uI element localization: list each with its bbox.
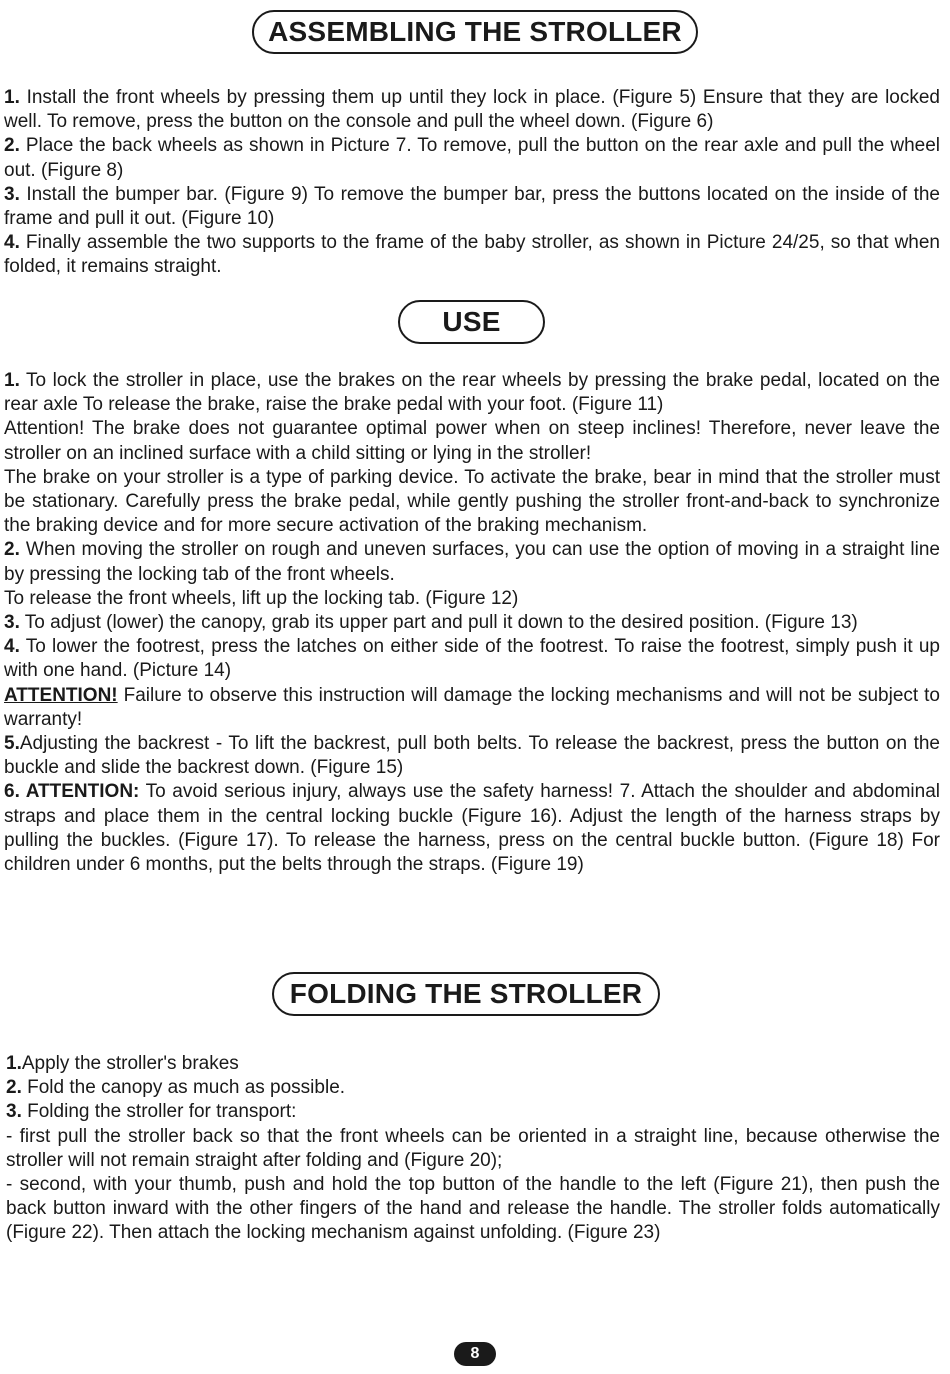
step-number: 5. [4, 733, 20, 755]
step-text: Install the front wheels by pressing them up until they lock in place. (Figure 5) Ensure that they are locked well. To remove, press the button on the console and pull the wheel down. (Figure 6) [4, 87, 940, 133]
step-text: Place the back wheels as shown in Picture 7. To remove, pull the button on the rear axle and pull the wheel out. (Figure 8) [4, 135, 940, 181]
step-text: To lock the stroller in place, use the brakes on the rear wheels by pressing the brake pedal, located on the rear axle To release the brake, raise the brake pedal with your foot. (Figure 11) [4, 370, 940, 416]
step-number: 4. [4, 636, 20, 658]
step-item [4, 369, 940, 417]
warranty-warning [4, 684, 940, 732]
step-item [6, 1076, 940, 1100]
warning-text: Failure to observe this instruction will damage the locking mechanisms and will not be subject to warranty! [4, 684, 940, 730]
step-text: To avoid serious injury, always use the safety harness! 7. Attach the shoulder and abdominal straps and place them in the central locking buckle (Figure 16). Adjust the length of the harness straps by pulling the buckles. (Figure 17). To release the harness, press on the central buckle button. (Figure 18) For children under 6 months, put the belts through the straps. (Figure 19) [4, 781, 940, 876]
step-text: Folding the stroller for transport: [21, 1101, 297, 1123]
folding-first-text: - first pull the stroller back so that the front wheels can be oriented in a straight line, because otherwise the stroller will not remain straight after folding and (Figure 20); [6, 1125, 940, 1171]
use-steps [4, 369, 940, 877]
section-title: USE [398, 300, 544, 344]
step-text: To lower the footrest, press the latches on either side of the footrest. To raise the footrest, simply push it up with one hand. (Picture 14) [4, 636, 940, 682]
step-item [4, 231, 940, 279]
step-item [6, 1052, 940, 1076]
step-item [4, 611, 940, 635]
page-number-badge: 8 [454, 1342, 496, 1366]
step-text: Finally assemble the two supports to the frame of the baby stroller, as shown in Picture 24/25, so that when folded, it remains straight. [4, 232, 940, 278]
step-text: Adjusting the backrest - To lift the backrest, pull both belts. To release the backrest, press the button on the buckle and slide the backrest down. (Figure 15) [4, 733, 940, 779]
step-text: Apply the stroller's brakes [21, 1053, 239, 1074]
section-heading-folding [0, 972, 950, 1016]
step-number: 2. [4, 135, 20, 157]
step-item [6, 1100, 940, 1124]
step-number: 2. [4, 539, 20, 561]
step-number: 1. [4, 87, 20, 108]
section-title: FOLDING THE STROLLER [272, 972, 660, 1016]
step-number: 2. [6, 1077, 22, 1099]
section-heading-assembling [0, 10, 950, 54]
step-number: 3. [4, 612, 20, 634]
step-number: 6. ATTENTION: [4, 781, 140, 803]
step-number: 1. [4, 370, 20, 391]
release-front-wheels-text: To release the front wheels, lift up the locking tab. (Figure 12) [4, 587, 519, 609]
step-text: Install the bumper bar. (Figure 9) To remove the bumper bar, press the buttons located on the inside of the frame and pull it out. (Figure 10) [4, 183, 940, 230]
step-item [4, 538, 940, 586]
section-heading-use [0, 300, 950, 344]
section-title: ASSEMBLING THE STROLLER [252, 10, 698, 54]
step-item [4, 134, 940, 182]
step-item [4, 732, 940, 780]
step-item [4, 86, 940, 134]
step-number: 4. [4, 232, 20, 254]
step-number: 1. [6, 1053, 22, 1074]
step-number: 3. [6, 1101, 22, 1123]
assembling-steps [4, 86, 940, 280]
step-item [4, 183, 940, 231]
step-text: Fold the canopy as much as possible. [21, 1077, 346, 1099]
folding-second-text: - second, with your thumb, push and hold the top button of the handle to the left (Figure 21), then push the back button inward with the other fingers of the hand and release the handle. The stroller folds automatically (Figure 22). Then attach the locking mechanism against unfolding. (Figure 23) [6, 1174, 940, 1244]
step-item [4, 635, 940, 683]
step-text: To adjust (lower) the canopy, grab its upper part and pull it down to the desired position. (Figure 13) [19, 612, 858, 634]
step-item [4, 780, 940, 877]
brake-info-text: The brake on your stroller is a type of parking device. To activate the brake, bear in mind that the stroller must be stationary. Carefully press the brake pedal, while gently pushing the stroller front-and-back to synchronize the braking device and for more secure activation of the braking mechanism. [4, 466, 940, 537]
folding-steps [6, 1052, 940, 1246]
attention-brake-text: Attention! The brake does not guarantee optimal power when on steep inclines! Therefore, never leave the stroller on an inclined surface with a child sitting or lying in the stroller! [4, 418, 940, 464]
step-number: 3. [4, 183, 20, 205]
attention-label: ATTENTION! [4, 684, 118, 706]
step-text: When moving the stroller on rough and uneven surfaces, you can use the option of moving in a straight line by pressing the locking tab of the front wheels. [4, 539, 940, 585]
